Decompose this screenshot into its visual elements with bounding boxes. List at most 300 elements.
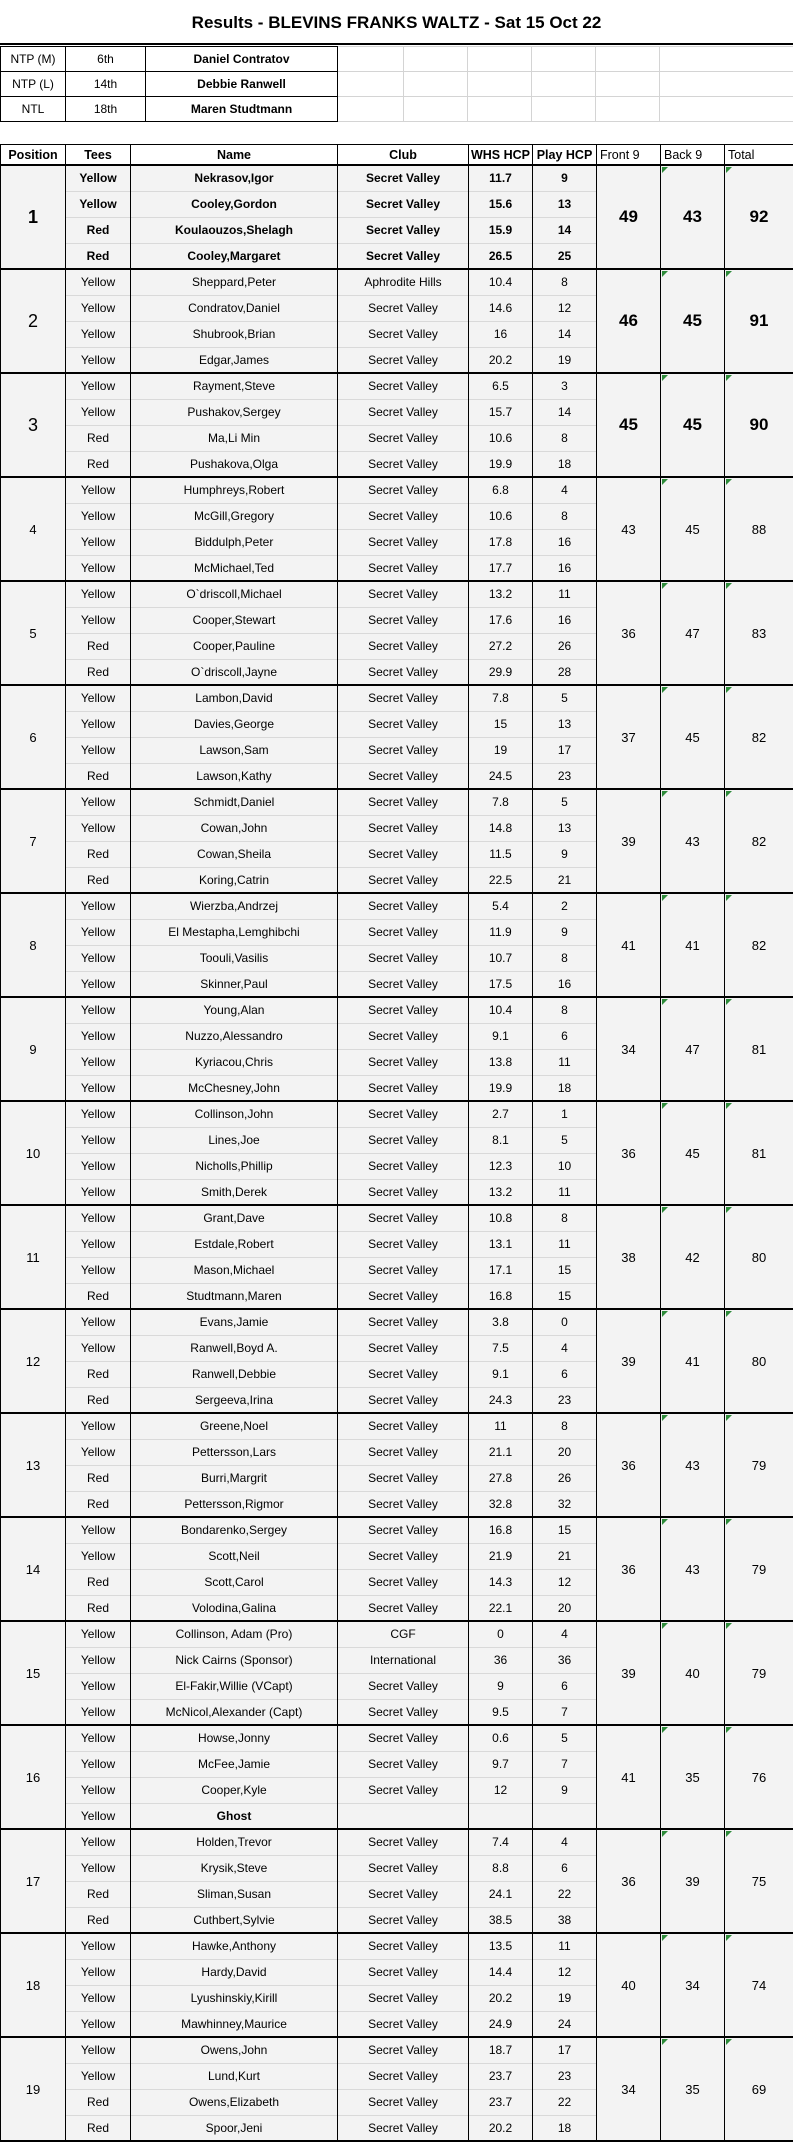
player-club: Secret Valley [338, 425, 469, 451]
table-row [1, 1413, 793, 1439]
team-back9-value: 35 [685, 1770, 699, 1785]
player-whs-hcp: 26.5 [469, 243, 533, 269]
player-club: Secret Valley [338, 555, 469, 581]
team-total-value: 82 [752, 834, 766, 849]
player-play-hcp: 16 [533, 529, 597, 555]
player-play-hcp: 21 [533, 1543, 597, 1569]
player-name: Sliman,Susan [131, 1881, 338, 1907]
table-row [1, 2037, 793, 2063]
player-club: Secret Valley [338, 503, 469, 529]
player-play-hcp: 21 [533, 867, 597, 893]
prize-hole: 6th [66, 47, 146, 72]
player-tees: Yellow [66, 477, 131, 503]
cell-note-marker [662, 687, 668, 693]
player-name: Hawke,Anthony [131, 1933, 338, 1959]
cell-note-marker [662, 791, 668, 797]
player-whs-hcp: 10.4 [469, 269, 533, 295]
table-row [1, 1205, 793, 1231]
player-name: Burri,Margrit [131, 1465, 338, 1491]
player-play-hcp: 14 [533, 321, 597, 347]
player-whs-hcp: 8.8 [469, 1855, 533, 1881]
player-tees: Yellow [66, 1543, 131, 1569]
table-row [1, 1933, 793, 1959]
cell-note-marker [726, 895, 732, 901]
team-position: 18 [1, 1933, 66, 2037]
player-club: Aphrodite Hills [338, 269, 469, 295]
player-tees: Yellow [66, 1335, 131, 1361]
empty-cell [596, 72, 660, 97]
player-name: Ranwell,Debbie [131, 1361, 338, 1387]
player-tees: Red [66, 243, 131, 269]
empty-cell [338, 47, 404, 72]
player-club: Secret Valley [338, 1231, 469, 1257]
cell-note-marker [726, 1311, 732, 1317]
player-play-hcp: 5 [533, 789, 597, 815]
cell-note-marker [662, 1103, 668, 1109]
player-tees: Red [66, 1387, 131, 1413]
player-play-hcp: 19 [533, 1985, 597, 2011]
team-total [725, 581, 793, 685]
prize-hole: 14th [66, 72, 146, 97]
player-tees: Yellow [66, 1023, 131, 1049]
player-play-hcp: 11 [533, 581, 597, 607]
team-back9-value: 39 [685, 1874, 699, 1889]
player-club: Secret Valley [338, 1153, 469, 1179]
cell-note-marker [662, 583, 668, 589]
player-play-hcp: 7 [533, 1751, 597, 1777]
player-name: Scott,Neil [131, 1543, 338, 1569]
player-tees: Yellow [66, 555, 131, 581]
player-whs-hcp: 27.8 [469, 1465, 533, 1491]
team-back9-value: 45 [685, 730, 699, 745]
team-front9: 37 [597, 685, 661, 789]
player-name: Lambon,David [131, 685, 338, 711]
player-name: Howse,Jonny [131, 1725, 338, 1751]
team-total [725, 997, 793, 1101]
player-name: McGill,Gregory [131, 503, 338, 529]
team-back9 [661, 1309, 725, 1413]
player-club: Secret Valley [338, 867, 469, 893]
team-position: 17 [1, 1829, 66, 1933]
team-back9 [661, 1205, 725, 1309]
player-name: O`driscoll,Michael [131, 581, 338, 607]
player-name: Holden,Trevor [131, 1829, 338, 1855]
player-whs-hcp: 3.8 [469, 1309, 533, 1335]
team-total-value: 69 [752, 2082, 766, 2097]
player-name: Pettersson,Rigmor [131, 1491, 338, 1517]
player-whs-hcp: 7.8 [469, 789, 533, 815]
team-back9 [661, 893, 725, 997]
player-name: Wierzba,Andrzej [131, 893, 338, 919]
header-position: Position [1, 145, 66, 166]
player-whs-hcp: 6.8 [469, 477, 533, 503]
player-whs-hcp: 17.7 [469, 555, 533, 581]
player-name: Biddulph,Peter [131, 529, 338, 555]
empty-cell [660, 47, 793, 72]
player-club: Secret Valley [338, 1283, 469, 1309]
player-whs-hcp: 24.3 [469, 1387, 533, 1413]
player-club: Secret Valley [338, 763, 469, 789]
player-play-hcp: 5 [533, 1725, 597, 1751]
player-tees: Red [66, 425, 131, 451]
player-name: O`driscoll,Jayne [131, 659, 338, 685]
team-back9-value: 43 [685, 834, 699, 849]
player-club: Secret Valley [338, 1725, 469, 1751]
player-play-hcp: 18 [533, 451, 597, 477]
player-club: Secret Valley [338, 789, 469, 815]
player-play-hcp: 5 [533, 1127, 597, 1153]
player-play-hcp: 15 [533, 1257, 597, 1283]
player-whs-hcp: 17.6 [469, 607, 533, 633]
empty-cell [468, 72, 532, 97]
player-tees: Red [66, 1907, 131, 1933]
player-tees: Yellow [66, 607, 131, 633]
player-name: Owens,Elizabeth [131, 2089, 338, 2115]
cell-note-marker [662, 1415, 668, 1421]
cell-note-marker [726, 1519, 732, 1525]
cell-note-marker [726, 1935, 732, 1941]
player-play-hcp: 9 [533, 841, 597, 867]
table-row [1, 1725, 793, 1751]
cell-note-marker [662, 479, 668, 485]
player-club: Secret Valley [338, 1829, 469, 1855]
player-tees: Red [66, 2089, 131, 2115]
player-whs-hcp: 38.5 [469, 1907, 533, 1933]
team-total [725, 269, 793, 373]
player-tees: Yellow [66, 815, 131, 841]
team-total-value: 82 [752, 938, 766, 953]
player-whs-hcp: 21.9 [469, 1543, 533, 1569]
player-club: Secret Valley [338, 633, 469, 659]
player-club: Secret Valley [338, 841, 469, 867]
team-total-value: 80 [752, 1250, 766, 1265]
player-tees: Yellow [66, 971, 131, 997]
player-play-hcp: 8 [533, 945, 597, 971]
player-play-hcp: 4 [533, 477, 597, 503]
player-club: Secret Valley [338, 1413, 469, 1439]
player-tees: Yellow [66, 1049, 131, 1075]
table-row [1, 1517, 793, 1543]
player-whs-hcp: 13.1 [469, 1231, 533, 1257]
player-name: Young,Alan [131, 997, 338, 1023]
player-club: Secret Valley [338, 1543, 469, 1569]
team-total [725, 1933, 793, 2037]
player-play-hcp: 11 [533, 1231, 597, 1257]
empty-cell [404, 72, 468, 97]
empty-cell [468, 97, 532, 122]
player-club: Secret Valley [338, 217, 469, 243]
player-club: Secret Valley [338, 945, 469, 971]
player-whs-hcp: 8.1 [469, 1127, 533, 1153]
team-total-value: 79 [752, 1666, 766, 1681]
player-tees: Red [66, 841, 131, 867]
player-tees: Red [66, 659, 131, 685]
player-whs-hcp: 14.8 [469, 815, 533, 841]
player-play-hcp: 15 [533, 1283, 597, 1309]
player-whs-hcp: 22.1 [469, 1595, 533, 1621]
player-whs-hcp: 16.8 [469, 1517, 533, 1543]
empty-cell [596, 47, 660, 72]
player-club: Secret Valley [338, 451, 469, 477]
player-play-hcp: 6 [533, 1361, 597, 1387]
cell-note-marker [662, 375, 668, 381]
player-club: Secret Valley [338, 1699, 469, 1725]
cell-note-marker [662, 1311, 668, 1317]
player-name: Pushakov,Sergey [131, 399, 338, 425]
team-total [725, 1413, 793, 1517]
player-whs-hcp: 18.7 [469, 2037, 533, 2063]
player-club: Secret Valley [338, 1101, 469, 1127]
player-whs-hcp: 15.9 [469, 217, 533, 243]
empty-cell [404, 97, 468, 122]
player-play-hcp: 7 [533, 1699, 597, 1725]
player-play-hcp: 6 [533, 1855, 597, 1881]
prize-winner: Maren Studtmann [146, 97, 338, 122]
player-play-hcp: 8 [533, 1205, 597, 1231]
team-position: 1 [1, 165, 66, 269]
player-whs-hcp: 20.2 [469, 347, 533, 373]
cell-note-marker [662, 1831, 668, 1837]
prize-hole: 18th [66, 97, 146, 122]
player-tees: Yellow [66, 945, 131, 971]
empty-cell [596, 97, 660, 122]
team-back9 [661, 1829, 725, 1933]
player-name: Estdale,Robert [131, 1231, 338, 1257]
player-whs-hcp: 12 [469, 1777, 533, 1803]
player-tees: Yellow [66, 1855, 131, 1881]
cell-note-marker [662, 999, 668, 1005]
team-back9-value: 41 [685, 1354, 699, 1369]
player-whs-hcp: 19 [469, 737, 533, 763]
empty-cell [532, 47, 596, 72]
player-club: Secret Valley [338, 243, 469, 269]
header-row [1, 145, 793, 166]
player-club: Secret Valley [338, 477, 469, 503]
player-tees: Yellow [66, 1621, 131, 1647]
team-total-value: 81 [752, 1042, 766, 1057]
player-name: Nekrasov,Igor [131, 165, 338, 191]
empty-cell [404, 47, 468, 72]
player-play-hcp: 8 [533, 997, 597, 1023]
team-total-value: 76 [752, 1770, 766, 1785]
team-front9: 43 [597, 477, 661, 581]
player-tees: Red [66, 763, 131, 789]
player-club: Secret Valley [338, 1257, 469, 1283]
player-play-hcp: 4 [533, 1335, 597, 1361]
player-name: El-Fakir,Willie (VCapt) [131, 1673, 338, 1699]
team-position: 9 [1, 997, 66, 1101]
player-name: Sheppard,Peter [131, 269, 338, 295]
player-play-hcp: 9 [533, 919, 597, 945]
team-back9 [661, 2037, 725, 2141]
player-play-hcp: 26 [533, 1465, 597, 1491]
player-play-hcp: 2 [533, 893, 597, 919]
player-club: Secret Valley [338, 321, 469, 347]
player-tees: Yellow [66, 997, 131, 1023]
player-tees: Yellow [66, 581, 131, 607]
team-total [725, 2037, 793, 2141]
player-club: Secret Valley [338, 295, 469, 321]
player-whs-hcp: 6.5 [469, 373, 533, 399]
player-whs-hcp: 29.9 [469, 659, 533, 685]
team-back9-value: 47 [685, 1042, 699, 1057]
player-play-hcp: 16 [533, 555, 597, 581]
team-total [725, 373, 793, 477]
cell-note-marker [726, 1103, 732, 1109]
player-whs-hcp: 17.5 [469, 971, 533, 997]
player-play-hcp: 10 [533, 1153, 597, 1179]
table-row [1, 1101, 793, 1127]
player-tees: Yellow [66, 1439, 131, 1465]
player-club: Secret Valley [338, 399, 469, 425]
player-club: Secret Valley [338, 2063, 469, 2089]
player-tees: Red [66, 1465, 131, 1491]
team-front9: 39 [597, 1621, 661, 1725]
player-tees: Yellow [66, 1647, 131, 1673]
player-club: Secret Valley [338, 2089, 469, 2115]
player-play-hcp: 6 [533, 1023, 597, 1049]
player-name: Ma,Li Min [131, 425, 338, 451]
player-tees: Yellow [66, 1179, 131, 1205]
player-name: Lawson,Kathy [131, 763, 338, 789]
cell-note-marker [662, 1623, 668, 1629]
team-total [725, 1309, 793, 1413]
cell-note-marker [726, 583, 732, 589]
prize-winner: Debbie Ranwell [146, 72, 338, 97]
team-back9-value: 43 [685, 1562, 699, 1577]
player-whs-hcp: 10.7 [469, 945, 533, 971]
player-play-hcp: 17 [533, 737, 597, 763]
team-back9-value: 45 [685, 522, 699, 537]
player-name: Krysik,Steve [131, 1855, 338, 1881]
header-club: Club [338, 145, 469, 166]
player-name: Davies,George [131, 711, 338, 737]
team-back9-value: 45 [683, 415, 702, 434]
player-name: Owens,John [131, 2037, 338, 2063]
player-whs-hcp: 17.1 [469, 1257, 533, 1283]
player-club: Secret Valley [338, 1127, 469, 1153]
player-name: Lyushinskiy,Kirill [131, 1985, 338, 2011]
team-total-value: 81 [752, 1146, 766, 1161]
table-row [1, 1309, 793, 1335]
player-play-hcp: 16 [533, 971, 597, 997]
player-tees: Yellow [66, 1231, 131, 1257]
player-play-hcp: 25 [533, 243, 597, 269]
player-club: Secret Valley [338, 2037, 469, 2063]
team-total [725, 165, 793, 269]
cell-note-marker [726, 167, 732, 173]
player-play-hcp: 32 [533, 1491, 597, 1517]
player-play-hcp: 20 [533, 1439, 597, 1465]
player-play-hcp: 14 [533, 217, 597, 243]
team-position: 11 [1, 1205, 66, 1309]
player-club: Secret Valley [338, 165, 469, 191]
player-name: Shubrook,Brian [131, 321, 338, 347]
cell-note-marker [726, 791, 732, 797]
player-tees: Yellow [66, 1205, 131, 1231]
player-club: Secret Valley [338, 1491, 469, 1517]
cell-note-marker [726, 687, 732, 693]
player-name: Cooper,Stewart [131, 607, 338, 633]
player-club: Secret Valley [338, 737, 469, 763]
player-club: International [338, 1647, 469, 1673]
player-name: Koring,Catrin [131, 867, 338, 893]
player-name: Humphreys,Robert [131, 477, 338, 503]
player-play-hcp: 11 [533, 1049, 597, 1075]
player-name: Nick Cairns (Sponsor) [131, 1647, 338, 1673]
player-name: Ranwell,Boyd A. [131, 1335, 338, 1361]
player-whs-hcp: 9.5 [469, 1699, 533, 1725]
player-whs-hcp: 23.7 [469, 2089, 533, 2115]
team-back9-value: 45 [685, 1146, 699, 1161]
player-whs-hcp: 15.7 [469, 399, 533, 425]
player-name: Bondarenko,Sergey [131, 1517, 338, 1543]
player-whs-hcp: 21.1 [469, 1439, 533, 1465]
player-play-hcp: 19 [533, 347, 597, 373]
player-name: Hardy,David [131, 1959, 338, 1985]
team-total [725, 1205, 793, 1309]
player-tees: Yellow [66, 399, 131, 425]
player-tees: Yellow [66, 1153, 131, 1179]
player-play-hcp: 26 [533, 633, 597, 659]
empty-cell [532, 97, 596, 122]
prize-award: NTL [1, 97, 66, 122]
player-name: Edgar,James [131, 347, 338, 373]
player-tees: Yellow [66, 1075, 131, 1101]
player-name: Sergeeva,Irina [131, 1387, 338, 1413]
team-position: 14 [1, 1517, 66, 1621]
player-tees: Red [66, 451, 131, 477]
cell-note-marker [726, 1207, 732, 1213]
player-whs-hcp: 32.8 [469, 1491, 533, 1517]
player-name: Condratov,Daniel [131, 295, 338, 321]
player-club: Secret Valley [338, 1309, 469, 1335]
player-play-hcp: 9 [533, 165, 597, 191]
team-back9-value: 41 [685, 938, 699, 953]
team-total-value: 80 [752, 1354, 766, 1369]
prize-award: NTP (M) [1, 47, 66, 72]
player-play-hcp: 23 [533, 2063, 597, 2089]
player-name: McNicol,Alexander (Capt) [131, 1699, 338, 1725]
cell-note-marker [726, 1623, 732, 1629]
table-row [1, 1621, 793, 1647]
player-name: Greene,Noel [131, 1413, 338, 1439]
team-total-value: 79 [752, 1458, 766, 1473]
team-back9 [661, 581, 725, 685]
page-title: Results - BLEVINS FRANKS WALTZ - Sat 15 Oct 22 [0, 0, 793, 45]
player-club: Secret Valley [338, 1959, 469, 1985]
player-whs-hcp: 15 [469, 711, 533, 737]
player-tees: Red [66, 867, 131, 893]
empty-cell [468, 47, 532, 72]
player-club: Secret Valley [338, 581, 469, 607]
player-club: Secret Valley [338, 1907, 469, 1933]
player-whs-hcp: 24.1 [469, 1881, 533, 1907]
team-back9 [661, 165, 725, 269]
player-tees: Yellow [66, 503, 131, 529]
team-total [725, 1621, 793, 1725]
player-name: Cooper,Kyle [131, 1777, 338, 1803]
player-play-hcp: 8 [533, 503, 597, 529]
team-back9 [661, 1933, 725, 2037]
cell-note-marker [726, 375, 732, 381]
player-whs-hcp: 7.8 [469, 685, 533, 711]
special-prize-row [1, 47, 793, 72]
player-play-hcp: 12 [533, 1569, 597, 1595]
player-club: Secret Valley [338, 347, 469, 373]
team-position: 6 [1, 685, 66, 789]
empty-cell [660, 97, 793, 122]
